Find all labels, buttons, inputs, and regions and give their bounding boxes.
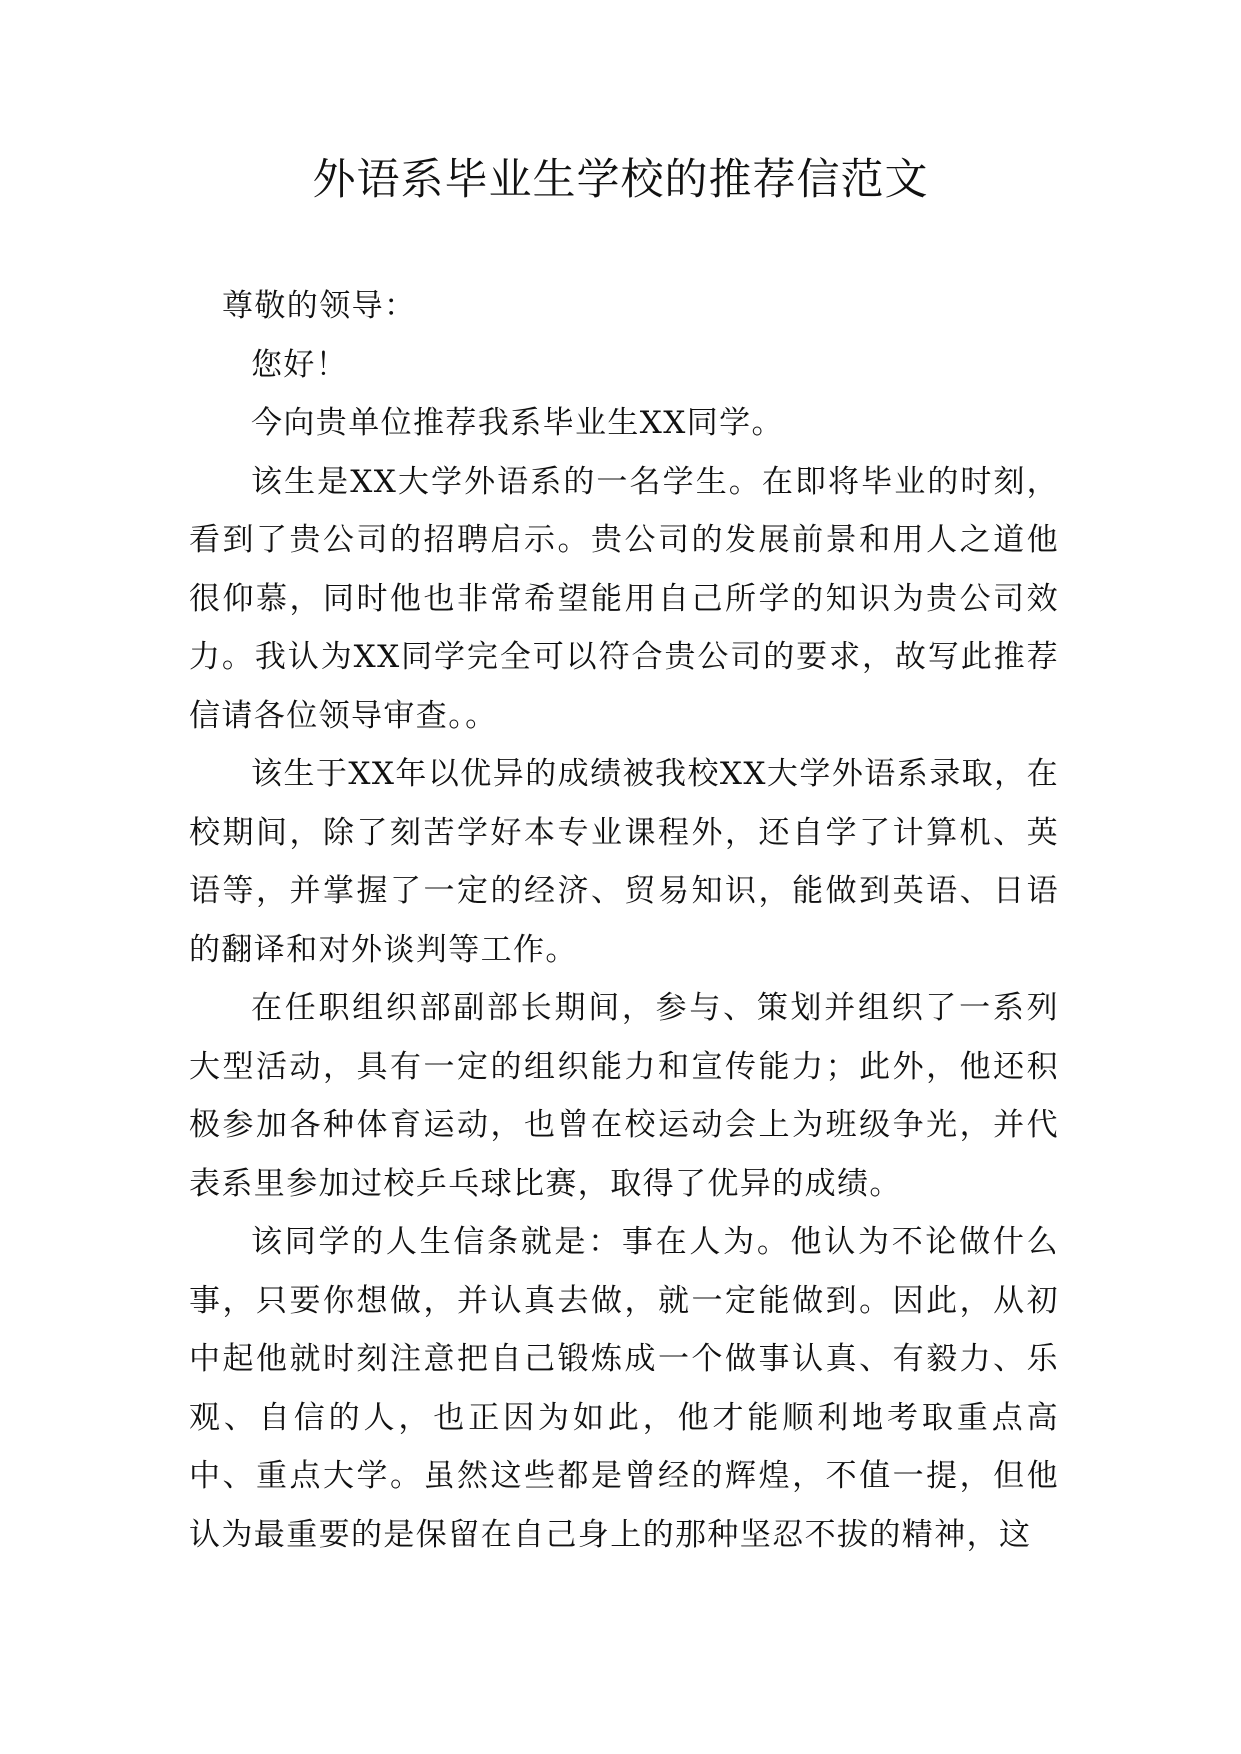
paragraph-activities: 在任职组织部副部长期间，参与、策划并组织了一系列大型活动，具有一定的组织能力和宣传能力；此外，他还积极参加各种体育运动，也曾在校运动会上为班级争光，并代表系里参加过校乒乓球比赛，取得了优异的成绩。 [189,990,1059,1202]
paragraph-student-intro: 该生是XX大学外语系的一名学生。在即将毕业的时刻，看到了贵公司的招聘启示。贵公司的发展前景和用人之道他很仰慕，同时他也非常希望能用自己所学的知识为贵公司效力。我认为XX同学完全可以符合贵公司的要求，故写此推荐信请各位领导审查。。 [189,463,1059,734]
document-body [189,277,1059,1564]
paragraph-life-motto: 该同学的人生信条就是：事在人为。他认为不论做什么事，只要你想做，并认真去做，就一定能做到。因此，从初中起他就时刻注意把自己锻炼成一个做事认真、有毅力、乐观、自信的人，也正因为如此，他才能顺利地考取重点高中、重点大学。虽然这些都是曾经的辉煌，不值一提，但他认为最重要的是保留在自己身上的那种坚忍不拔的精神，这 [189,1224,1059,1553]
paragraph-greeting: 您好！ [251,346,349,383]
document-title: 外语系毕业生学校的推荐信范文 [312,155,929,205]
paragraph-recommendation-intro: 今向贵单位推荐我系毕业生XX同学。 [251,405,784,441]
salutation: 尊敬的领导： [222,288,417,324]
paragraph-academic-record: 该生于XX年以优异的成绩被我校XX大学外语系录取，在校期间，除了刻苦学好本专业课程外，还自学了计算机、英语等，并掌握了一定的经济、贸易知识，能做到英语、日语的翻译和对外谈判等工作。 [189,756,1059,968]
